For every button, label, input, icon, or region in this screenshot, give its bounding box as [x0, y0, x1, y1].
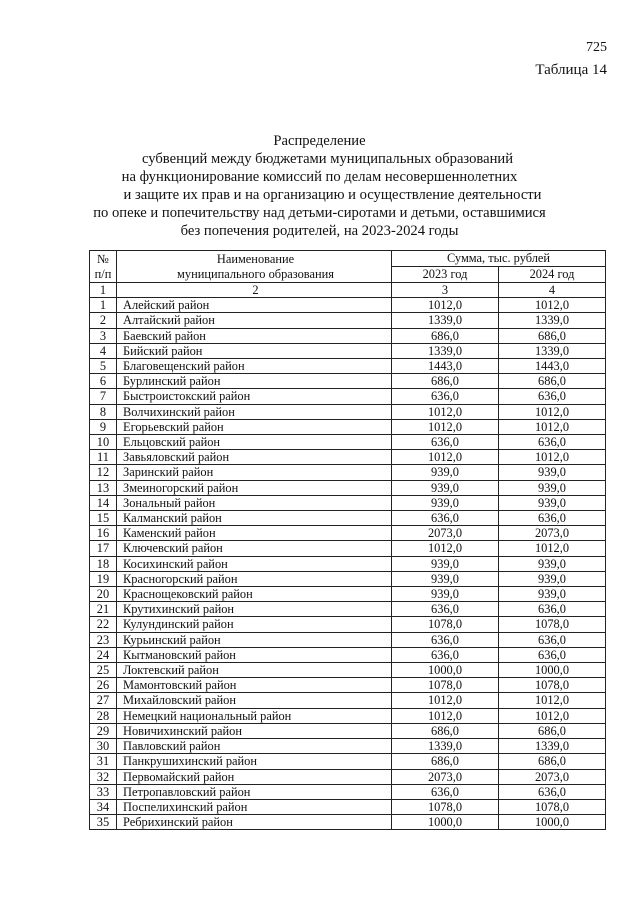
row-number: 11: [90, 450, 117, 465]
table-row: [90, 602, 606, 617]
row-number: 28: [90, 708, 117, 723]
row-number: 20: [90, 587, 117, 602]
row-district-name: Панкрушихинский район: [117, 754, 392, 769]
table-row: [90, 419, 606, 434]
row-district-name: Бийский район: [117, 343, 392, 358]
row-value-2024: 636,0: [499, 632, 606, 647]
row-number: 8: [90, 404, 117, 419]
row-number: 29: [90, 723, 117, 738]
table-row: [90, 298, 606, 313]
row-district-name: Баевский район: [117, 328, 392, 343]
row-value-2023: 1012,0: [392, 541, 499, 556]
row-value-2024: 939,0: [499, 587, 606, 602]
header-name: [117, 251, 392, 283]
row-number: 19: [90, 571, 117, 586]
row-value-2023: 636,0: [392, 647, 499, 662]
row-number: 2: [90, 313, 117, 328]
row-value-2024: 1000,0: [499, 815, 606, 830]
row-value-2024: 1078,0: [499, 799, 606, 814]
row-value-2023: 939,0: [392, 587, 499, 602]
title-line: субвенций между бюджетами муниципальных образований: [141, 151, 514, 167]
row-number: 17: [90, 541, 117, 556]
row-district-name: Волчихинский район: [117, 404, 392, 419]
row-value-2024: 939,0: [499, 495, 606, 510]
row-district-name: Михайловский район: [117, 693, 392, 708]
row-number: 32: [90, 769, 117, 784]
row-district-name: Завьяловский район: [117, 450, 392, 465]
row-value-2023: 686,0: [392, 754, 499, 769]
row-district-name: Локтевский район: [117, 663, 392, 678]
row-value-2024: 1012,0: [499, 404, 606, 419]
table-row: [90, 739, 606, 754]
row-value-2024: 939,0: [499, 465, 606, 480]
row-value-2023: 939,0: [392, 571, 499, 586]
row-number: 23: [90, 632, 117, 647]
row-value-2024: 1339,0: [499, 313, 606, 328]
row-value-2023: 686,0: [392, 374, 499, 389]
row-number: 18: [90, 556, 117, 571]
row-district-name: Благовещенский район: [117, 359, 392, 374]
table-row: [90, 404, 606, 419]
row-number: 12: [90, 465, 117, 480]
row-value-2024: 1443,0: [499, 359, 606, 374]
row-value-2023: 1012,0: [392, 298, 499, 313]
table-row: [90, 465, 606, 480]
row-number: 27: [90, 693, 117, 708]
title-line: Распределение: [273, 133, 366, 149]
table-row: [90, 799, 606, 814]
table-body: [90, 298, 606, 830]
row-value-2023: 1012,0: [392, 708, 499, 723]
row-district-name: Павловский район: [117, 739, 392, 754]
row-number: 22: [90, 617, 117, 632]
row-district-name: Змеиногорский район: [117, 480, 392, 495]
row-value-2023: 1000,0: [392, 815, 499, 830]
row-value-2024: 1012,0: [499, 298, 606, 313]
row-district-name: Красногорский район: [117, 571, 392, 586]
row-value-2024: 1339,0: [499, 343, 606, 358]
table-label: Таблица 14: [535, 62, 607, 78]
row-district-name: Зональный район: [117, 495, 392, 510]
row-value-2023: 636,0: [392, 511, 499, 526]
row-value-2023: 1078,0: [392, 678, 499, 693]
row-value-2024: 1012,0: [499, 541, 606, 556]
row-value-2023: 1078,0: [392, 799, 499, 814]
row-district-name: Ключевский район: [117, 541, 392, 556]
table-row: [90, 587, 606, 602]
row-value-2024: 1000,0: [499, 663, 606, 678]
table-row: [90, 815, 606, 830]
row-number: 31: [90, 754, 117, 769]
header-name-top: Наименование: [216, 251, 295, 266]
row-value-2023: 686,0: [392, 723, 499, 738]
row-district-name: Косихинский район: [117, 556, 392, 571]
row-value-2023: 1339,0: [392, 313, 499, 328]
row-district-name: Калманский район: [117, 511, 392, 526]
table-row: [90, 617, 606, 632]
row-value-2024: 939,0: [499, 571, 606, 586]
header-number: [90, 251, 117, 283]
column-number-4: 4: [499, 283, 606, 298]
title-line: и защите их прав и на организацию и осуществление деятельности: [123, 187, 542, 203]
table-row: [90, 571, 606, 586]
row-value-2023: 939,0: [392, 556, 499, 571]
row-district-name: Кулундинский район: [117, 617, 392, 632]
row-value-2023: 1339,0: [392, 343, 499, 358]
row-value-2024: 1012,0: [499, 419, 606, 434]
row-district-name: Новичихинский район: [117, 723, 392, 738]
row-district-name: Мамонтовский район: [117, 678, 392, 693]
row-district-name: Алтайский район: [117, 313, 392, 328]
row-number: 13: [90, 480, 117, 495]
row-value-2023: 1012,0: [392, 404, 499, 419]
page-number: 725: [586, 40, 607, 55]
table-row: [90, 541, 606, 556]
row-value-2023: 939,0: [392, 480, 499, 495]
table-row: [90, 769, 606, 784]
row-district-name: Краснощековский район: [117, 587, 392, 602]
header-name-bottom: муниципального образования: [177, 266, 334, 281]
row-value-2023: 1012,0: [392, 450, 499, 465]
row-number: 21: [90, 602, 117, 617]
row-value-2024: 686,0: [499, 374, 606, 389]
title-line: по опеке и попечительству над детьми-сиротами и детьми, оставшимися: [93, 205, 546, 221]
table-row: [90, 693, 606, 708]
row-value-2024: 636,0: [499, 602, 606, 617]
table-row: [90, 343, 606, 358]
row-number: 3: [90, 328, 117, 343]
table-row: [90, 632, 606, 647]
row-district-name: Егорьевский район: [117, 419, 392, 434]
row-value-2023: 1443,0: [392, 359, 499, 374]
row-value-2023: 636,0: [392, 784, 499, 799]
row-value-2023: 1000,0: [392, 663, 499, 678]
row-value-2023: 636,0: [392, 602, 499, 617]
table-row: [90, 435, 606, 450]
row-district-name: Петропавловский район: [117, 784, 392, 799]
row-number: 9: [90, 419, 117, 434]
row-district-name: Кытмановский район: [117, 647, 392, 662]
table-row: [90, 374, 606, 389]
row-value-2024: 939,0: [499, 480, 606, 495]
column-number-2: 2: [117, 283, 392, 298]
row-value-2024: 686,0: [499, 754, 606, 769]
table-row: [90, 511, 606, 526]
row-number: 15: [90, 511, 117, 526]
row-district-name: Заринский район: [117, 465, 392, 480]
row-value-2023: 1339,0: [392, 739, 499, 754]
header-number-top: №: [97, 251, 109, 266]
row-value-2024: 939,0: [499, 556, 606, 571]
header-number-bottom: п/п: [94, 266, 112, 281]
row-number: 33: [90, 784, 117, 799]
table-row: [90, 678, 606, 693]
row-value-2023: 1012,0: [392, 693, 499, 708]
table-row: [90, 359, 606, 374]
row-number: 26: [90, 678, 117, 693]
row-value-2024: 636,0: [499, 435, 606, 450]
row-number: 16: [90, 526, 117, 541]
row-number: 14: [90, 495, 117, 510]
row-number: 30: [90, 739, 117, 754]
table-row: [90, 389, 606, 404]
row-district-name: Быстроистокский район: [117, 389, 392, 404]
row-number: 4: [90, 343, 117, 358]
title-line: без попечения родителей, на 2023-2024 годы: [180, 223, 459, 239]
table-row: [90, 526, 606, 541]
row-value-2024: 2073,0: [499, 526, 606, 541]
row-value-2024: 636,0: [499, 647, 606, 662]
table-row: [90, 784, 606, 799]
row-value-2023: 636,0: [392, 435, 499, 450]
row-number: 7: [90, 389, 117, 404]
row-district-name: Крутихинский район: [117, 602, 392, 617]
header-2024: 2024 год: [499, 267, 606, 283]
subvention-table: [89, 250, 606, 830]
column-number-3: 3: [392, 283, 499, 298]
row-value-2024: 636,0: [499, 511, 606, 526]
table-row: [90, 723, 606, 738]
row-number: 25: [90, 663, 117, 678]
row-district-name: Ельцовский район: [117, 435, 392, 450]
header-2023: 2023 год: [392, 267, 499, 283]
row-district-name: Ребрихинский район: [117, 815, 392, 830]
row-value-2024: 636,0: [499, 784, 606, 799]
table-row: [90, 450, 606, 465]
title-line: на функционирование комиссий по делам несовершеннолетних: [121, 169, 518, 185]
row-district-name: Алейский район: [117, 298, 392, 313]
row-number: 5: [90, 359, 117, 374]
document-title: [0, 132, 639, 240]
row-value-2024: 1078,0: [499, 617, 606, 632]
row-district-name: Первомайский район: [117, 769, 392, 784]
row-value-2024: 1012,0: [499, 693, 606, 708]
table-row: [90, 647, 606, 662]
row-district-name: Поспелихинский район: [117, 799, 392, 814]
row-district-name: Бурлинский район: [117, 374, 392, 389]
header-sum: Сумма, тыс. рублей: [392, 251, 606, 267]
row-number: 24: [90, 647, 117, 662]
row-district-name: Каменский район: [117, 526, 392, 541]
row-value-2023: 2073,0: [392, 769, 499, 784]
table-row: [90, 313, 606, 328]
row-number: 10: [90, 435, 117, 450]
column-number-1: 1: [90, 283, 117, 298]
table-row: [90, 556, 606, 571]
row-value-2024: 686,0: [499, 723, 606, 738]
row-value-2024: 1339,0: [499, 739, 606, 754]
row-value-2024: 636,0: [499, 389, 606, 404]
row-value-2023: 939,0: [392, 465, 499, 480]
table-row: [90, 754, 606, 769]
row-value-2024: 1012,0: [499, 708, 606, 723]
table-row: [90, 480, 606, 495]
row-value-2023: 939,0: [392, 495, 499, 510]
row-number: 34: [90, 799, 117, 814]
row-value-2024: 1012,0: [499, 450, 606, 465]
row-value-2024: 1078,0: [499, 678, 606, 693]
row-value-2024: 686,0: [499, 328, 606, 343]
row-value-2023: 1012,0: [392, 419, 499, 434]
row-value-2023: 636,0: [392, 632, 499, 647]
row-value-2023: 686,0: [392, 328, 499, 343]
row-number: 35: [90, 815, 117, 830]
row-value-2023: 636,0: [392, 389, 499, 404]
table-row: [90, 663, 606, 678]
row-district-name: Немецкий национальный район: [117, 708, 392, 723]
table-row: [90, 708, 606, 723]
row-value-2023: 1078,0: [392, 617, 499, 632]
row-district-name: Курьинский район: [117, 632, 392, 647]
table-row: [90, 495, 606, 510]
row-number: 1: [90, 298, 117, 313]
row-value-2024: 2073,0: [499, 769, 606, 784]
table-row: [90, 328, 606, 343]
row-number: 6: [90, 374, 117, 389]
row-value-2023: 2073,0: [392, 526, 499, 541]
